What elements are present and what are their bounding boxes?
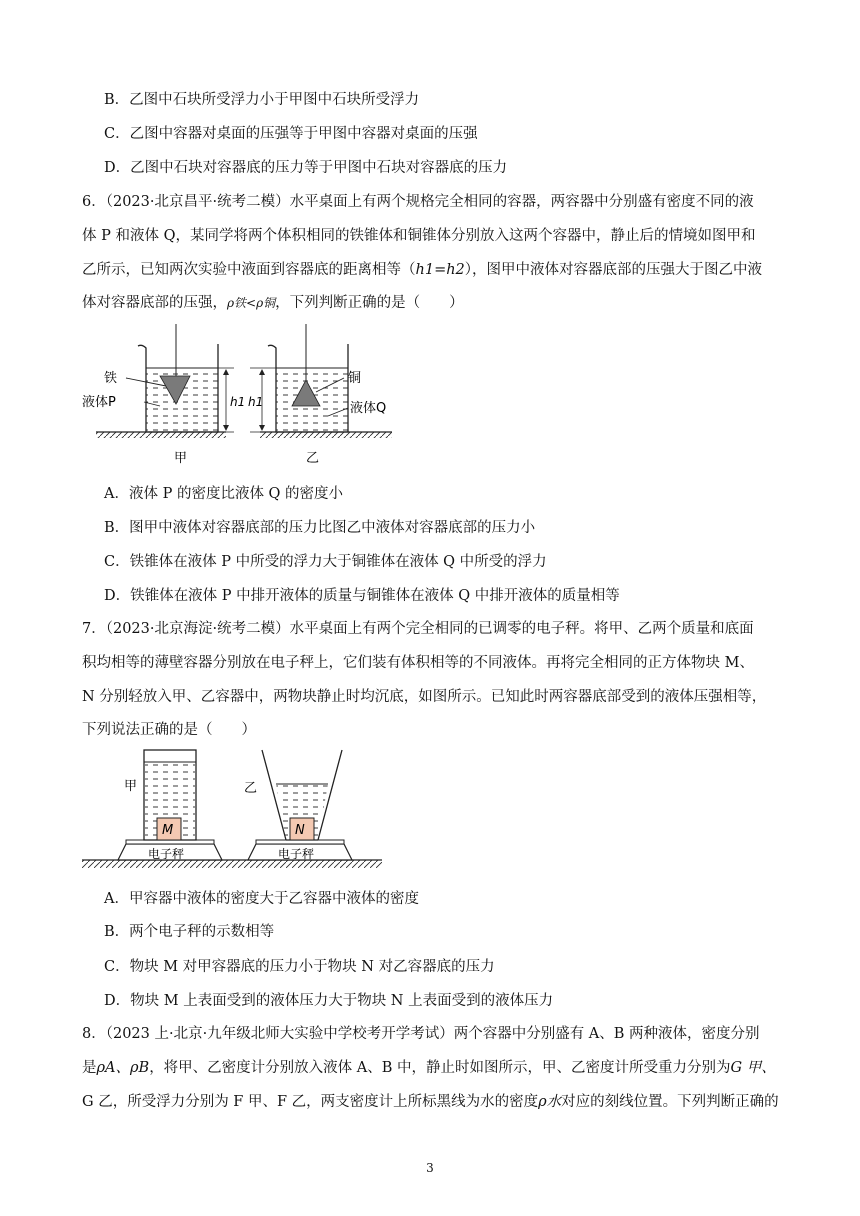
q6-label-h-left: h1 bbox=[230, 395, 246, 409]
q8-stem-line1: 8．（2023 上·北京·九年级北师大实验中学校考开学考试）两个容器中分别盛有 A、B 两种液体，密度分别 bbox=[82, 1026, 760, 1042]
q7-figure bbox=[82, 748, 382, 872]
q7-option-c: C．物块 M 对甲容器底的压力小于物块 N 对乙容器底的压力 bbox=[104, 959, 495, 975]
q5-option-c: C．乙图中容器对桌面的压强等于甲图中容器对桌面的压强 bbox=[104, 126, 478, 142]
q6-option-c: C．铁锥体在液体 P 中所受的浮力大于铜锥体在液体 Q 中所受的浮力 bbox=[104, 554, 547, 570]
q6-figure bbox=[82, 322, 422, 470]
q7-scale-left-label: 电子秤 bbox=[148, 847, 185, 861]
q6-caption-left: 甲 bbox=[174, 451, 188, 466]
q6-stem-line4: 体对容器底部的压强，ρ铁<ρ铜，下列判断正确的是（ ） bbox=[82, 295, 464, 311]
q7-stem-line4: 下列说法正确的是（ ） bbox=[82, 722, 256, 738]
q6-label-h-right: h1 bbox=[248, 395, 264, 409]
q5-option-b: B．乙图中石块所受浮力小于甲图中石块所受浮力 bbox=[104, 92, 420, 108]
q8-rho-water: ρ水 bbox=[538, 1094, 562, 1110]
q6-stem-line2: 体 P 和液体 Q，某同学将两个体积相同的铁锥体和铜锥体分别放入这两个容器中，静止后的情境如图甲和 bbox=[82, 228, 756, 244]
container-jia bbox=[118, 750, 222, 860]
page-number: 3 bbox=[426, 1161, 434, 1175]
beaker-right bbox=[250, 324, 392, 438]
q7-option-d: D．物块 M 上表面受到的液体压力大于物块 N 上表面受到的液体压力 bbox=[104, 993, 554, 1009]
q6-label-iron: 铁 bbox=[104, 371, 118, 386]
q7-scale-right-label: 电子秤 bbox=[278, 847, 315, 861]
q7-block-n-label: N bbox=[295, 823, 305, 838]
q8-g-jia: G 甲、 bbox=[730, 1060, 776, 1076]
q8-stem-line3: G 乙，所受浮力分别为 F 甲、F 乙，两支密度计上所标黑线为水的密度ρ水对应的刻线位置。下列判断正确的 bbox=[82, 1094, 779, 1110]
q8-stem-line2: 是ρA、ρB，将甲、乙密度计分别放入液体 A、B 中，静止时如图所示，甲、乙密度计所受重力分别为G 甲、 bbox=[82, 1060, 776, 1076]
q6-option-b: B．图甲中液体对容器底部的压力比图乙中液体对容器底部的压力小 bbox=[104, 520, 536, 536]
q7-option-a: A．甲容器中液体的密度大于乙容器中液体的密度 bbox=[104, 891, 419, 907]
q6-h-equation: h1=h2 bbox=[415, 262, 465, 278]
q6-option-d: D．铁锥体在液体 P 中排开液体的质量与铜锥体在液体 Q 中排开液体的质量相等 bbox=[104, 588, 620, 604]
q6-option-a: A．液体 P 的密度比液体 Q 的密度小 bbox=[104, 486, 344, 502]
q6-label-liquid-q: 液体Q bbox=[350, 401, 387, 416]
q7-label-jia: 甲 bbox=[124, 779, 138, 794]
q6-stem-line1: 6．（2023·北京昌平·统考二模）水平桌面上有两个规格完全相同的容器，两容器中分别盛有密度不同的液 bbox=[82, 194, 754, 210]
q6-stem-line3: 乙所示，已知两次实验中液面到容器底的距离相等（h1=h2），图甲中液体对容器底部的压强大于图乙中液 bbox=[82, 262, 763, 278]
q7-stem-line3: N 分别轻放入甲、乙容器中，两物块静止时均沉底，如图所示。已知此时两容器底部受到的液体压强相等， bbox=[82, 689, 767, 705]
q7-stem-line1: 7．（2023·北京海淀·统考二模）水平桌面上有两个完全相同的已调零的电子秤。将甲、乙两个质量和底面 bbox=[82, 621, 754, 637]
q7-option-b: B．两个电子秤的示数相等 bbox=[104, 924, 275, 940]
q6-density-comparison: ρ铁<ρ铜 bbox=[227, 296, 276, 310]
q7-label-yi: 乙 bbox=[244, 781, 258, 796]
q5-option-d: D．乙图中石块对容器底的压力等于甲图中石块对容器底的压力 bbox=[104, 160, 508, 176]
q6-label-liquid-p: 液体P bbox=[82, 395, 116, 410]
q8-densities: ρA、ρB bbox=[96, 1060, 150, 1076]
q6-label-copper: 铜 bbox=[348, 371, 362, 386]
q7-block-m-label: M bbox=[162, 823, 174, 838]
container-yi bbox=[248, 750, 352, 860]
q6-caption-right: 乙 bbox=[306, 451, 320, 466]
q7-stem-line2: 积均相等的薄壁容器分别放在电子秤上，它们装有体积相等的不同液体。再将完全相同的正方体物块 M、 bbox=[82, 655, 754, 671]
